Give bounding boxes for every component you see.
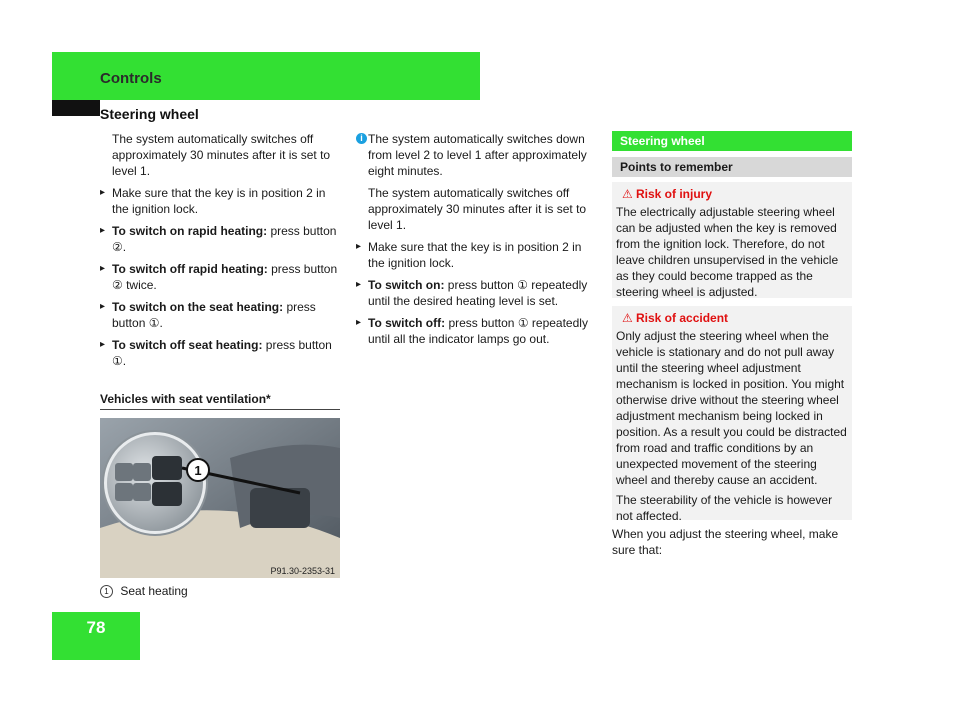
- page-number: 78: [86, 618, 106, 637]
- warning-text: Only adjust the steering wheel when the vehicle is stationary and do not pull away until the steering wheel adjustment mechanism is locked in position. You might otherwise drive without the steering wheel adjustment mechanism being locked in position. As a result you could be distracted from road and traffic conditions by an unexpected movement of the steering wheel and thereby cause an accident.: [616, 329, 847, 487]
- seat-ventilation-heading: Vehicles with seat ventilation*: [100, 392, 340, 410]
- photo-caption: 1 Seat heating: [100, 584, 188, 598]
- closing-text: When you adjust the steering wheel, make sure that:: [612, 527, 839, 557]
- page-title: Steering wheel: [100, 106, 199, 122]
- warning-icon: ⚠: [622, 311, 633, 325]
- step-item: ▸ Make sure that the key is in position 2 in the ignition lock.: [100, 186, 326, 216]
- arrow-icon: ▸: [356, 279, 362, 290]
- warning-box-injury: [612, 182, 852, 298]
- title-tab: [52, 100, 100, 116]
- warning-icon: ⚠: [622, 187, 633, 201]
- intro-text: The system automatically switches off approximately 30 minutes after it is set to level 1.: [112, 132, 331, 178]
- step-item: ▸ To switch on: press button ① repeatedly until the desired heating level is set.: [356, 278, 588, 308]
- caption-number: 1: [100, 585, 113, 598]
- arrow-icon: ▸: [100, 225, 106, 236]
- seat-control-photo: [100, 418, 340, 578]
- section-label: Controls: [100, 70, 162, 87]
- warning-title: ⚠ Risk of injury: [622, 187, 713, 201]
- column-2: [356, 131, 596, 353]
- step-item: ▸ To switch off seat heating: press button ①.: [100, 338, 332, 368]
- info-icon: i: [356, 133, 367, 144]
- warning-text-2: The steerability of the vehicle is however not affected.: [616, 493, 833, 523]
- section-heading: Steering wheel: [612, 131, 852, 151]
- arrow-icon: ▸: [356, 317, 362, 328]
- step-item: ▸ To switch off: press button ① repeatedly until all the indicator lamps go out.: [356, 316, 588, 346]
- warning-box-accident: [612, 306, 852, 523]
- step-item: ▸ To switch on the seat heating: press button ①.: [100, 300, 316, 330]
- arrow-icon: ▸: [100, 301, 106, 312]
- warning-text: The electrically adjustable steering wheel can be adjusted when the key is removed from the ignition lock. Therefore, do not leave children unsupervised in the vehicle as they could become trapped as the steering wheel is adjusted.: [616, 205, 839, 299]
- photo-code: P91.30-2353-31: [270, 566, 335, 576]
- info-note: i The system automatically switches down from level 2 to level 1 after approximately eight minutes. The system automatically switches off approximately 30 minutes after it is set to level 1.: [356, 131, 596, 233]
- arrow-icon: ▸: [100, 263, 106, 274]
- arrow-icon: ▸: [100, 187, 106, 198]
- photo-callout: 1: [194, 463, 202, 478]
- arrow-icon: ▸: [100, 339, 106, 350]
- step-item: ▸ To switch on rapid heating: press button ②.: [100, 224, 337, 254]
- step-item: ▸ To switch off rapid heating: press button ② twice.: [100, 262, 338, 292]
- door-panel-illustration: [100, 418, 340, 578]
- warning-title: ⚠ Risk of accident: [622, 311, 729, 325]
- arrow-icon: ▸: [356, 241, 362, 252]
- subsection-heading: Points to remember: [612, 157, 852, 177]
- column-1: [100, 131, 340, 375]
- step-item: ▸ Make sure that the key is in position 2 in the ignition lock.: [356, 240, 582, 270]
